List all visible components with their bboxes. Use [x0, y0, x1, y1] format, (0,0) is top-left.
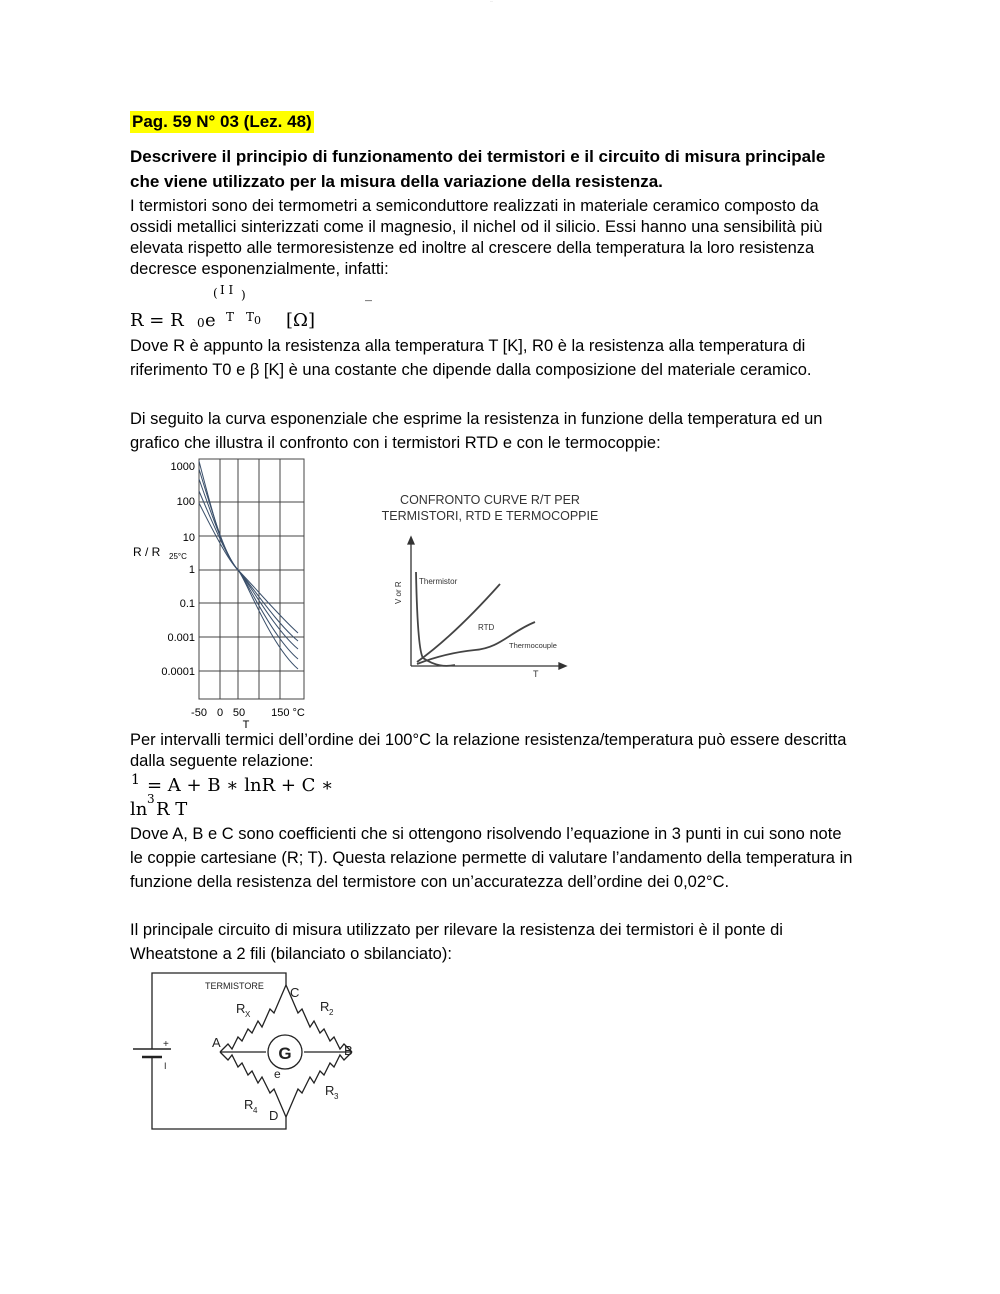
chart1-ylabel: R / R	[133, 545, 161, 559]
chart1-curves	[199, 461, 298, 669]
circuit-node-b: B	[344, 1043, 353, 1058]
chart1-curve-3	[199, 479, 298, 649]
circuit-label-rx-sub: X	[245, 1010, 251, 1019]
galvanometer-label: G	[278, 1044, 292, 1063]
chart1-ytick-0-001: 0.001	[167, 632, 195, 644]
chart1-ytick-1000: 1000	[170, 461, 195, 473]
formula2-exponent: 3	[147, 792, 155, 806]
chart1-curve-1	[199, 461, 298, 633]
chart1-ylabel-sub: 25°C	[169, 552, 187, 561]
circuit-label-r2-sub: 2	[329, 1008, 334, 1017]
paragraph-definition: Dove R è appunto la resistenza alla temperatura T [K], R0 è la resistenza alla temperatura di riferimento T0 e β [K] è una costante che dipende dalla composizione del materiale ceramico.	[130, 337, 812, 379]
paragraph-intro: I termistori sono dei termometri a semiconduttore realizzati in materiale ceramico composto da ossidi metallici sinterizzati come il magnesio, il nichel od il silicio. Essi hanno una sensibilità più elevata rispetto alle termoresistenze ed inoltre al crescere della temperatura la loro resistenza decresce esponenzialmente, infatti:	[130, 197, 823, 278]
chart1-ytick-100: 100	[176, 496, 195, 508]
page-id: ...	[490, 0, 494, 3]
formula-exp-top: I I	[220, 283, 234, 297]
chart2-label-thermocouple: Thermocouple	[509, 641, 557, 650]
paragraph-curves-intro: Di seguito la curva esponenziale che esprime la resistenza in funzione della temperatura ed un grafico che illustra il confronto con i termistori RTD e con le termocoppie:	[130, 410, 823, 452]
formula-r0-sub: 0	[197, 316, 205, 330]
formula-e: e	[205, 310, 216, 331]
circuit-label-r4: R	[244, 1097, 254, 1112]
formula-steinhart	[130, 772, 390, 822]
chart1-xtick-150: 150 °C	[271, 707, 305, 719]
formula-exp-t0-sub: 0	[254, 314, 261, 327]
formula-exp-t0: T	[246, 310, 255, 324]
formula2-line2: R T	[156, 799, 188, 820]
chart2-title-line2: TERMISTORI, RTD E TERMOCOPPIE	[381, 509, 599, 523]
chart2-label-rtd: RTD	[478, 623, 495, 632]
battery-minus: I	[164, 1061, 167, 1071]
circuit-label-r4-sub: 4	[253, 1106, 258, 1115]
circuit-label-termistore: TERMISTORE	[205, 981, 264, 991]
formula2-ln: ln	[130, 799, 148, 820]
chart2-label-thermistor: Thermistor	[419, 577, 458, 586]
chart1-ytick-0-1: 0.1	[179, 598, 195, 610]
chart2-xlabel: T	[533, 669, 539, 679]
circuit-label-rx: R	[236, 1001, 246, 1016]
chart1-xtick-0: 0	[216, 707, 224, 719]
chart1-ytick-1: 1	[188, 564, 195, 576]
chart1-frame	[199, 459, 304, 699]
formula2-numerator: 1	[131, 772, 140, 788]
chart1-xtick-minus50: -50	[191, 707, 207, 719]
circuit-label-r3: R	[325, 1083, 335, 1098]
paragraph-relation-intro: Per intervalli termici dell’ordine dei 100°C la relazione resistenza/temperatura può essere descritta dalla seguente relazione:	[130, 731, 847, 770]
chart2-thermistor-curve	[416, 572, 455, 666]
formula-unit: [Ω]	[286, 310, 315, 331]
paragraph-wheatstone: Il principale circuito di misura utilizzato per rilevare la resistenza dei termistori è il ponte di Wheatstone a 2 fili (bilanciato o sbilanciato):	[130, 921, 783, 963]
chart1-ytick-0-0001: 0.0001	[161, 666, 195, 678]
wheatstone-bridge-diagram	[128, 965, 368, 1140]
resistor-rx	[220, 985, 286, 1052]
formula-exp-t: T	[226, 310, 235, 324]
question-text: Descrivere il principio di funzionamento dei termistori e il circuito di misura principale che viene utilizzato per la misura della variazione della resistenza.	[130, 147, 826, 191]
chart2-ylabel: V or R	[394, 581, 403, 604]
circuit-node-c: C	[290, 985, 300, 1000]
circuit-label-r3-sub: 3	[334, 1092, 339, 1101]
circuit-wire-bottom	[152, 1075, 286, 1129]
formula-main: R = R	[130, 310, 184, 331]
formula-minus: _	[365, 286, 372, 302]
chart2-title	[370, 492, 610, 524]
chart1-ytick-10: 10	[182, 532, 195, 544]
exercise-heading: Pag. 59 N° 03 (Lez. 48)	[132, 112, 312, 131]
thermistor-rt-chart	[128, 455, 313, 730]
paragraph-coefficients: Dove A, B e C sono coefficienti che si ottengono risolvendo l’equazione in 3 punti in cui sono note le coppie cartesiane (R; T). Questa relazione permette di valutare l’andamento della temperatura in funzione della resistenza del termistore con un’accuratezza dell’ordine dei 0,02°C.	[130, 825, 853, 891]
formula-resistance	[130, 283, 390, 336]
comparison-chart	[395, 532, 567, 684]
chart1-xlabel: T	[242, 719, 250, 731]
chart1-curve-2	[199, 469, 298, 641]
circuit-node-d: D	[269, 1108, 279, 1123]
circuit-node-a: A	[212, 1035, 221, 1050]
chart2-title-line1: CONFRONTO CURVE R/T PER	[400, 493, 580, 507]
resistor-r3	[286, 1052, 352, 1117]
chart1-curve-5	[199, 503, 298, 669]
formula-exp-close: )	[241, 288, 246, 302]
chart1-xtick-50: 50	[232, 707, 246, 719]
battery-plus: +	[163, 1039, 169, 1050]
formula-exp-open: (	[213, 286, 218, 300]
formula2-line1: = A + B ∗ lnR + C ∗	[147, 775, 334, 796]
circuit-label-e: e	[274, 1067, 281, 1081]
circuit-label-r2: R	[320, 999, 330, 1014]
